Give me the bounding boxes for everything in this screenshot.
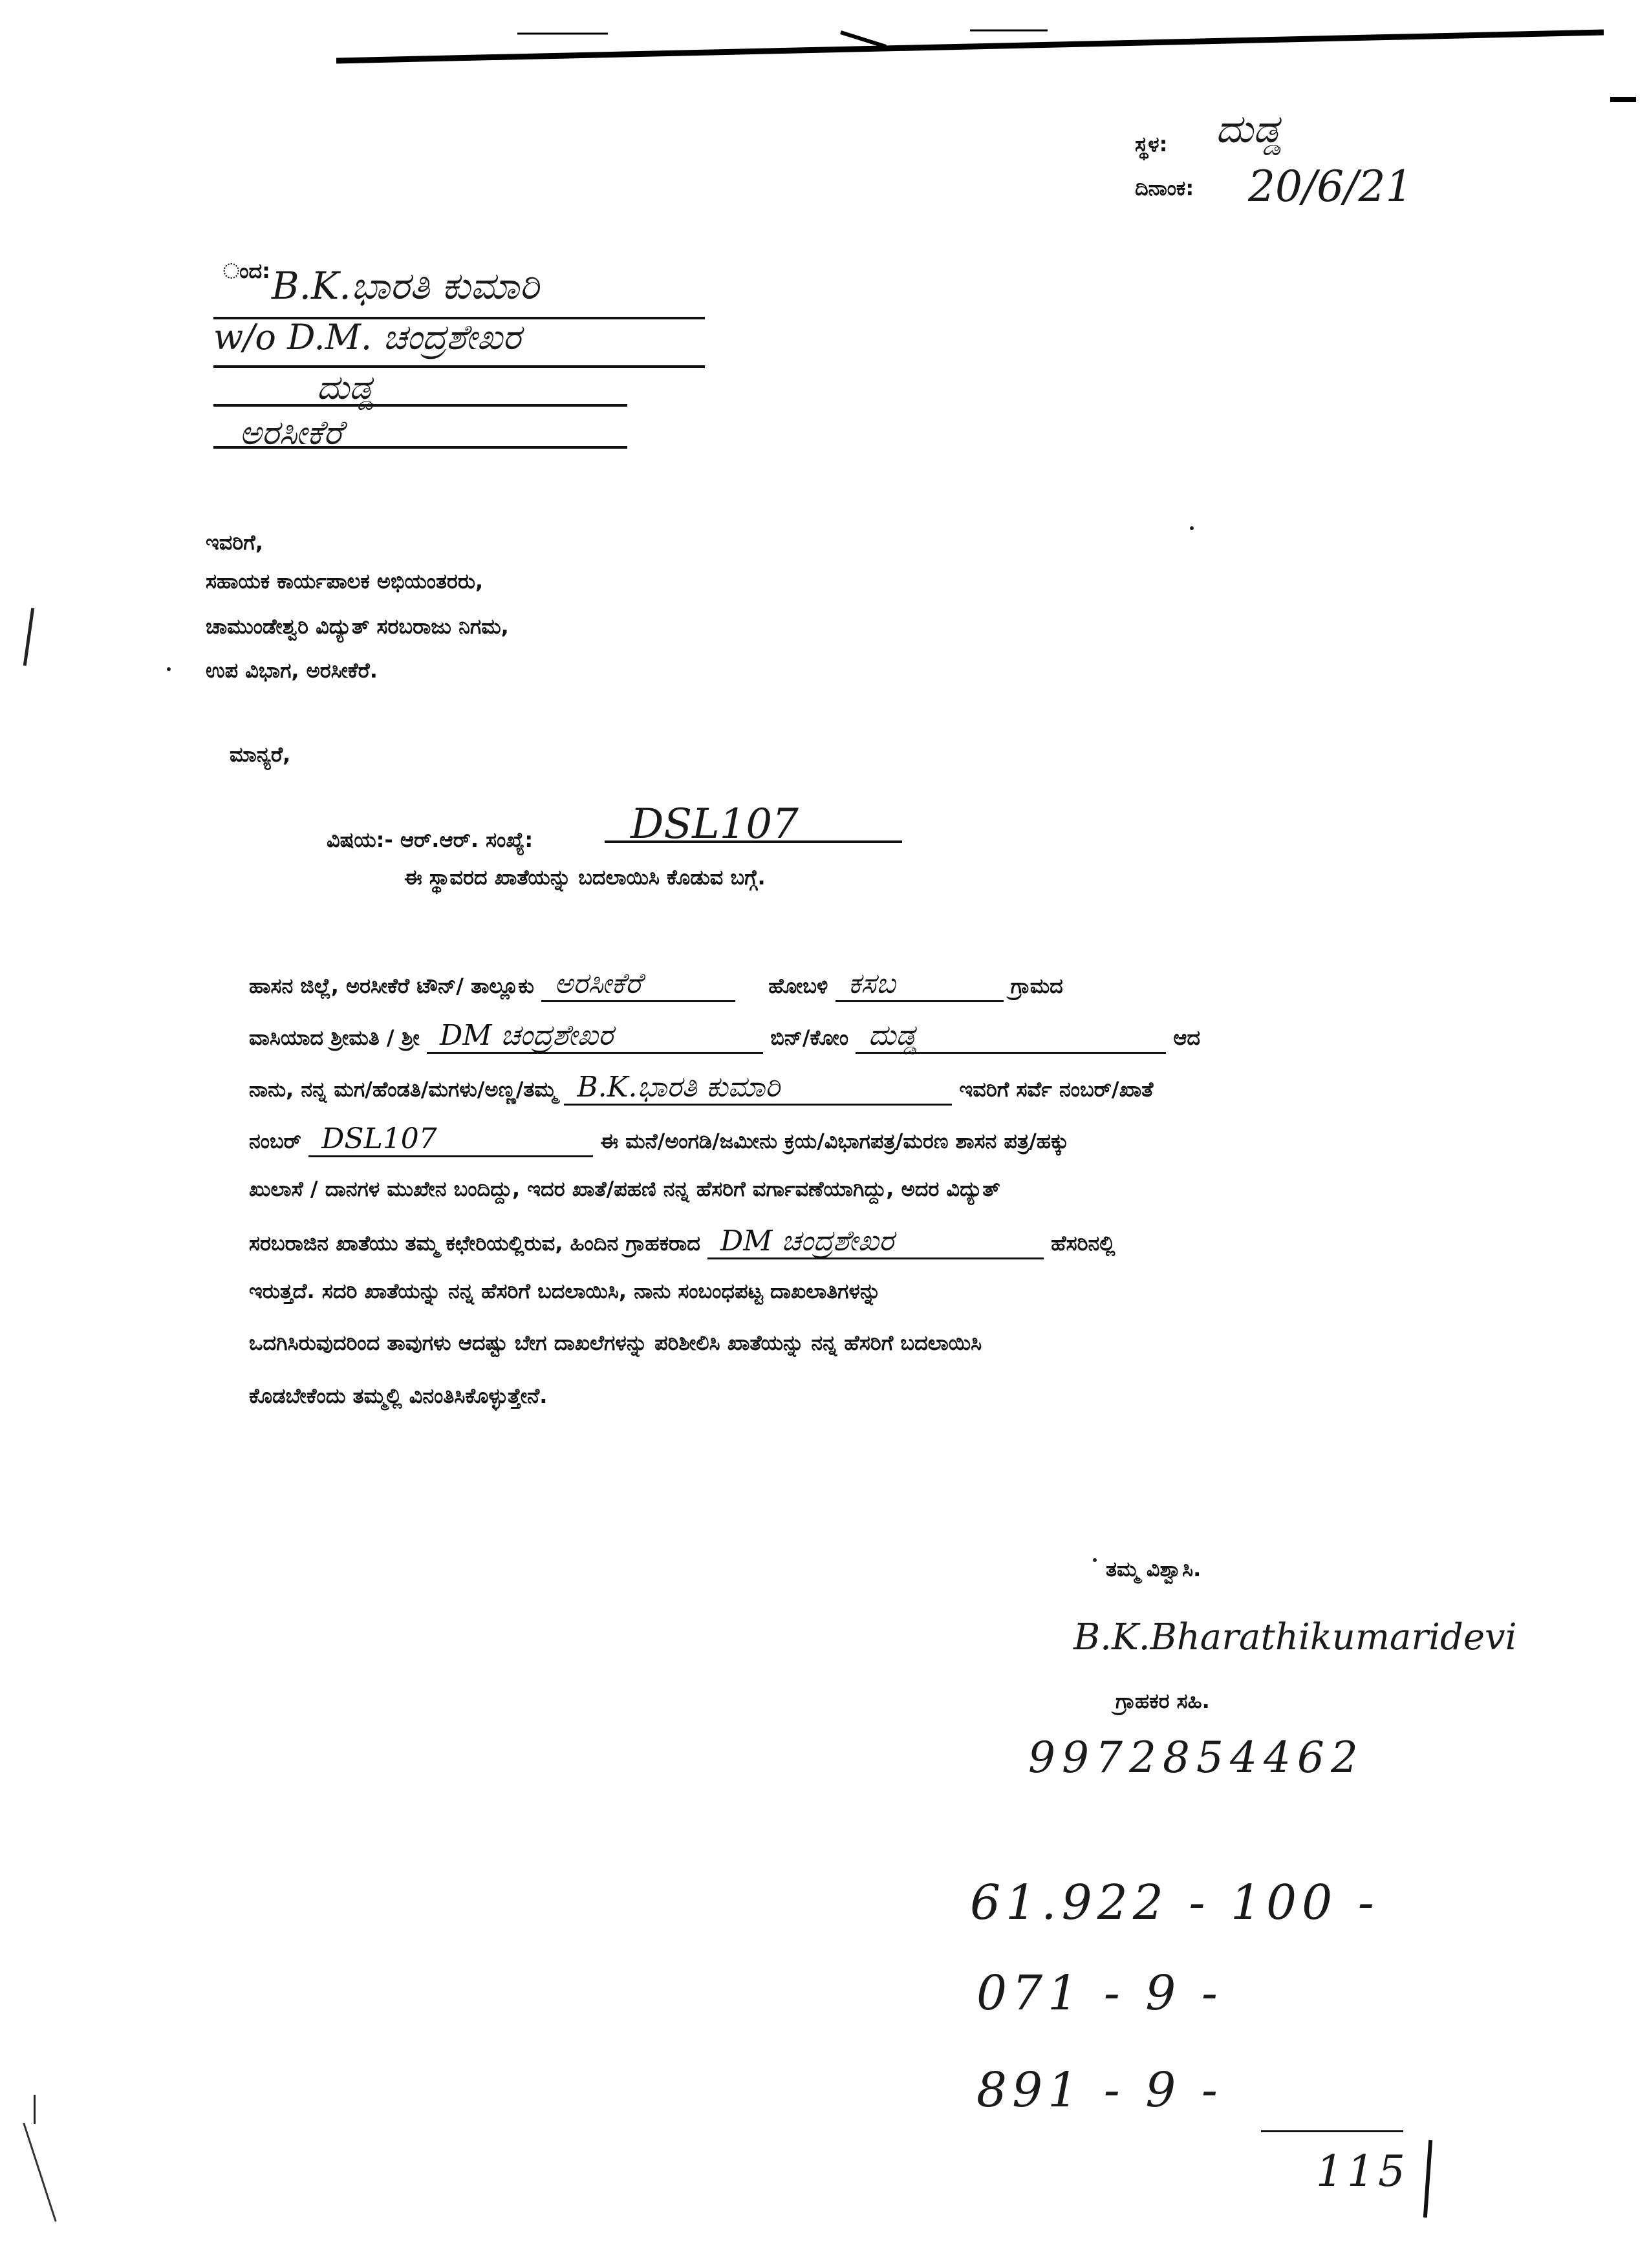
name-fill: DM ಚಂದ್ರಶೇಖರ bbox=[427, 1019, 763, 1054]
signature-label: ಗ್ರಾಹಕರ ಸಹಿ. bbox=[1116, 1689, 1210, 1713]
note-line: 071 - 9 - bbox=[976, 1965, 1223, 2021]
sender-name: B.K.ಭಾರತಿ ಕುಮಾರಿ bbox=[272, 264, 539, 308]
body-line: ಖುಲಾಸೆ / ದಾನಗಳ ಮುಖೇನ ಬಂದಿದ್ದು, ಇದರ ಖಾತೆ/ಪಹಣಿ ನನ್ನ ಹೆಸರಿಗೆ ವರ್ಗಾವಣೆಯಾಗಿದ್ದು, ಅದರ ವಿದ್ಯುತ್ bbox=[249, 1177, 1000, 1201]
signature: B.K.Bharathikumaridevi bbox=[1073, 1616, 1517, 1658]
body-line: ಸರಬರಾಜಿನ ಖಾತೆಯು ತಮ್ಮ ಕಛೇರಿಯಲ್ಲಿರುವ, ಹಿಂದಿನ ಗ್ರಾಹಕರಾದ DM ಚಂದ್ರಶೇಖರ ಹೆಸರಿನಲ್ಲಿ bbox=[249, 1225, 1116, 1259]
yours-faithfully: ತಮ್ಮ ವಿಶ್ವಾಸಿ. bbox=[1106, 1557, 1202, 1581]
phone-number: 9972854462 bbox=[1028, 1733, 1364, 1782]
scan-dot bbox=[167, 667, 171, 671]
body-line: ಒದಗಿಸಿರುವುದರಿಂದ ತಾವುಗಳು ಆದಷ್ಟು ಬೇಗ ದಾಖಲೆಗಳನ್ನು ಪರಿಶೀಲಿಸಿ ಖಾತೆಯನ್ನು ನನ್ನ ಹೆಸರಿಗೆ ಬದಲಾಯಿಸಿ bbox=[249, 1331, 982, 1355]
prev-consumer-fill: DM ಚಂದ್ರಶೇಖರ bbox=[707, 1225, 1044, 1259]
date-label: ದಿನಾಂಕ: bbox=[1135, 176, 1194, 200]
letter-body bbox=[249, 957, 1465, 1506]
place-value: ದುಡ್ಡ bbox=[1216, 107, 1282, 152]
scan-mark bbox=[23, 608, 34, 666]
taluk-fill: ಅರಸೀಕೆರೆ bbox=[541, 967, 735, 1002]
owner-fill: B.K.ಭಾರತಿ ಕುಮಾರಿ bbox=[564, 1071, 952, 1106]
body-line: ನಂಬರ್ DSL107 ಈ ಮನೆ/ಅಂಗಡಿ/ಜಮೀನು ಕ್ರಯ/ವಿಭಾಗಪತ್ರ/ಮರಣ ಶಾಸನ ಪತ್ರ/ಹಕ್ಕು bbox=[249, 1122, 1069, 1157]
body-line: ಕೊಡಬೇಕೆಂದು ತಮ್ಮಲ್ಲಿ ವಿನಂತಿಸಿಕೊಳ್ಳುತ್ತೇನೆ. bbox=[249, 1384, 548, 1408]
underline bbox=[213, 446, 627, 449]
from-label: ಂದ: bbox=[223, 259, 270, 283]
account-fill: DSL107 bbox=[308, 1122, 593, 1157]
place-label: ಸ್ಥಳ: bbox=[1135, 132, 1168, 156]
underline bbox=[213, 404, 627, 407]
body-line: ಇರುತ್ತದೆ. ಸದರಿ ಖಾತೆಯನ್ನು ನನ್ನ ಹೆಸರಿಗೆ ಬದಲಾಯಿಸಿ, ನಾನು ಸಂಬಂಧಪಟ್ಟ ದಾಖಲಾತಿಗಳನ್ನು bbox=[249, 1279, 881, 1303]
hobli-fill: ಕಸಬ bbox=[835, 967, 1004, 1002]
note-total: 115 bbox=[1316, 2146, 1409, 2196]
body-line: ವಾಸಿಯಾದ ಶ್ರೀಮತಿ / ಶ್ರೀ DM ಚಂದ್ರಶೇಖರ ಬಿನ್/ಕೋಂ ದುಡ್ಡ ಆದ bbox=[249, 1019, 1200, 1054]
scan-mark bbox=[23, 2123, 56, 2221]
subject-line2: ಈ ಸ್ಥಾವರದ ಖಾತೆಯನ್ನು ಬದಲಾಯಿಸಿ ಕೊಡುವ ಬಗ್ಗೆ. bbox=[404, 865, 766, 890]
salutation: ಮಾನ್ಯರೆ, bbox=[230, 742, 291, 767]
note-line: 61.922 - 100 - bbox=[970, 1875, 1379, 1931]
body-line: ನಾನು, ನನ್ನ ಮಗ/ಹೆಂಡತಿ/ಮಗಳು/ಅಣ್ಣ/ತಮ್ಮ B.K.ಭಾರತಿ ಕುಮಾರಿ ಇವರಿಗೆ ಸರ್ವೆ ನಂಬರ್/ಖಾತೆ bbox=[249, 1071, 1153, 1106]
scan-mark bbox=[1610, 97, 1636, 102]
note-line: 891 - 9 - bbox=[976, 2062, 1223, 2118]
scan-border-artifact bbox=[336, 27, 1617, 79]
subject-label: ವಿಷಯ:- ಆರ್.ಆರ್. ಸಂಖ್ಯೆ: bbox=[327, 828, 534, 852]
recipient-line2: ಚಾಮುಂಡೇಶ್ವರಿ ವಿದ್ಯುತ್ ಸರಬರಾಜು ನಿಗಮ, bbox=[206, 614, 509, 639]
sender-relation: w/o D.M. ಚಂದ್ರಶೇಖರ bbox=[213, 317, 521, 358]
to-label: ಇವರಿಗೆ, bbox=[206, 530, 263, 555]
village-fill: ದುಡ್ಡ bbox=[856, 1019, 1166, 1054]
underline bbox=[605, 840, 902, 843]
scan-mark bbox=[34, 2095, 36, 2124]
date-value: 20/6/21 bbox=[1248, 162, 1413, 211]
sender-taluk: ಅರಸೀಕೆರೆ bbox=[239, 414, 343, 453]
scan-dot bbox=[1093, 1558, 1097, 1562]
note-rule bbox=[1261, 2130, 1403, 2132]
sender-village: ದುಡ್ಡ bbox=[317, 369, 375, 407]
scan-dot bbox=[1190, 526, 1194, 530]
body-line: ಹಾಸನ ಜಿಲ್ಲೆ, ಅರಸೀಕೆರೆ ಟೌನ್/ ತಾಲ್ಲೂಕು ಅರಸೀಕೆರೆ ಹೋಬಳಿ ಕಸಬ ಗ್ರಾಮದ bbox=[249, 967, 1063, 1002]
rr-number: DSL107 bbox=[630, 800, 799, 848]
recipient-line1: ಸಹಾಯಕ ಕಾರ್ಯಪಾಲಕ ಅಭಿಯಂತರರು, bbox=[206, 569, 484, 594]
note-bracket bbox=[1423, 2140, 1432, 2218]
underline bbox=[213, 365, 705, 368]
recipient-line3: ಉಪ ವಿಭಾಗ, ಅರಸೀಕೆರೆ. bbox=[206, 658, 378, 683]
